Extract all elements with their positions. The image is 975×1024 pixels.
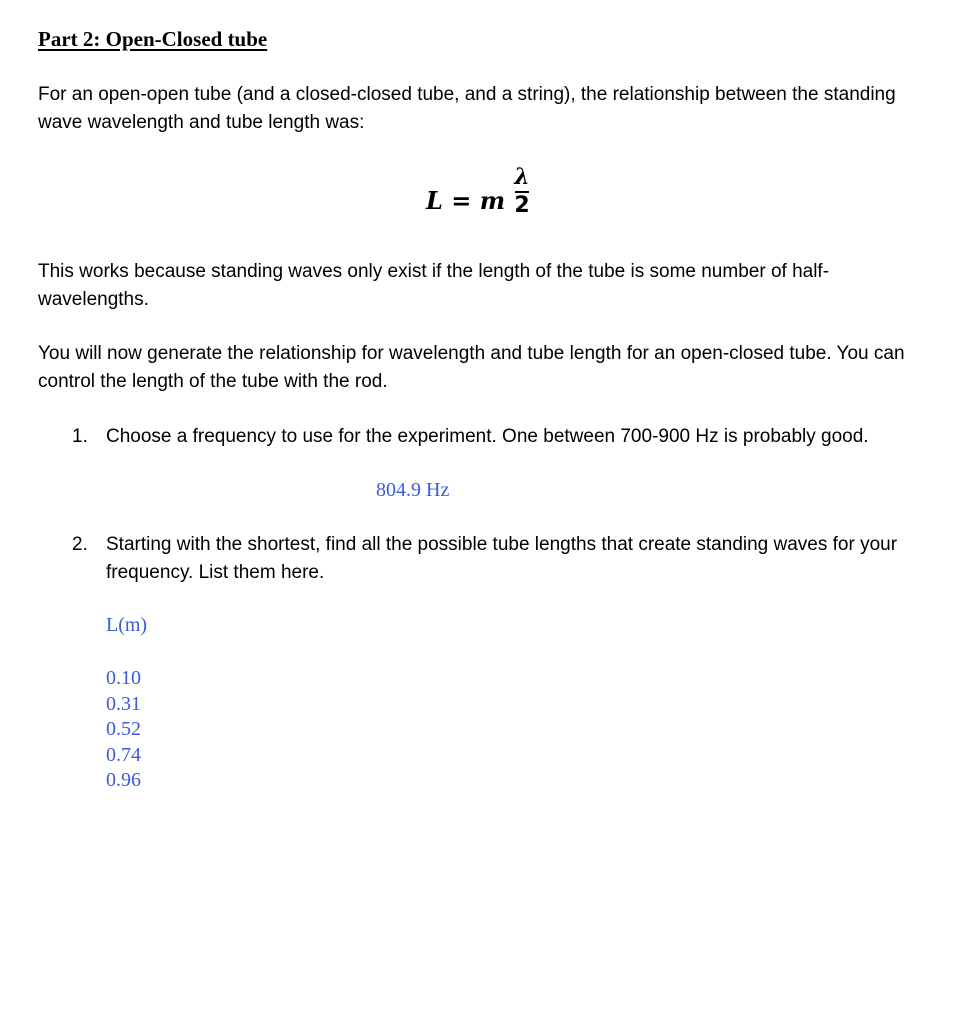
step-text: Starting with the shortest, find all the possible tube lengths that create standing waves for your frequency. List them here. (106, 534, 898, 583)
step-2 (72, 531, 932, 587)
step-1 (72, 423, 932, 451)
length-value: 0.74 (106, 743, 141, 766)
step-number: 1. (72, 426, 88, 447)
length-value: 0.52 (106, 718, 141, 741)
instruction-paragraph: You will now generate the relationship for wavelength and tube length for an open-closed tube. You can control the length of the tube with the rod. (38, 343, 905, 392)
formula-numerator: λ (514, 164, 530, 190)
length-column-header: L(m) (106, 614, 148, 636)
formula-fraction (512, 164, 532, 218)
length-value: 0.10 (106, 667, 141, 689)
intro-paragraph: For an open-open tube (and a closed-closed tube, and a string), the relationship between the standing wave wavelength and tube length was: (38, 84, 896, 133)
step-number: 2. (72, 534, 88, 555)
explanation-paragraph: This works because standing waves only exist if the length of the tube is some number of half-wavelengths. (38, 261, 830, 310)
wavelength-formula (426, 164, 566, 234)
length-list (106, 666, 141, 794)
length-value: 0.31 (106, 692, 141, 715)
step-text: Choose a frequency to use for the experiment. One between 700-900 Hz is probably good. (106, 426, 869, 447)
frequency-answer: 804.9 Hz (376, 479, 450, 501)
section-heading: Part 2: Open-Closed tube (38, 27, 268, 51)
length-value: 0.96 (106, 769, 141, 792)
formula-denominator: 2 (514, 193, 530, 218)
formula-lhs: L = m (426, 186, 506, 215)
